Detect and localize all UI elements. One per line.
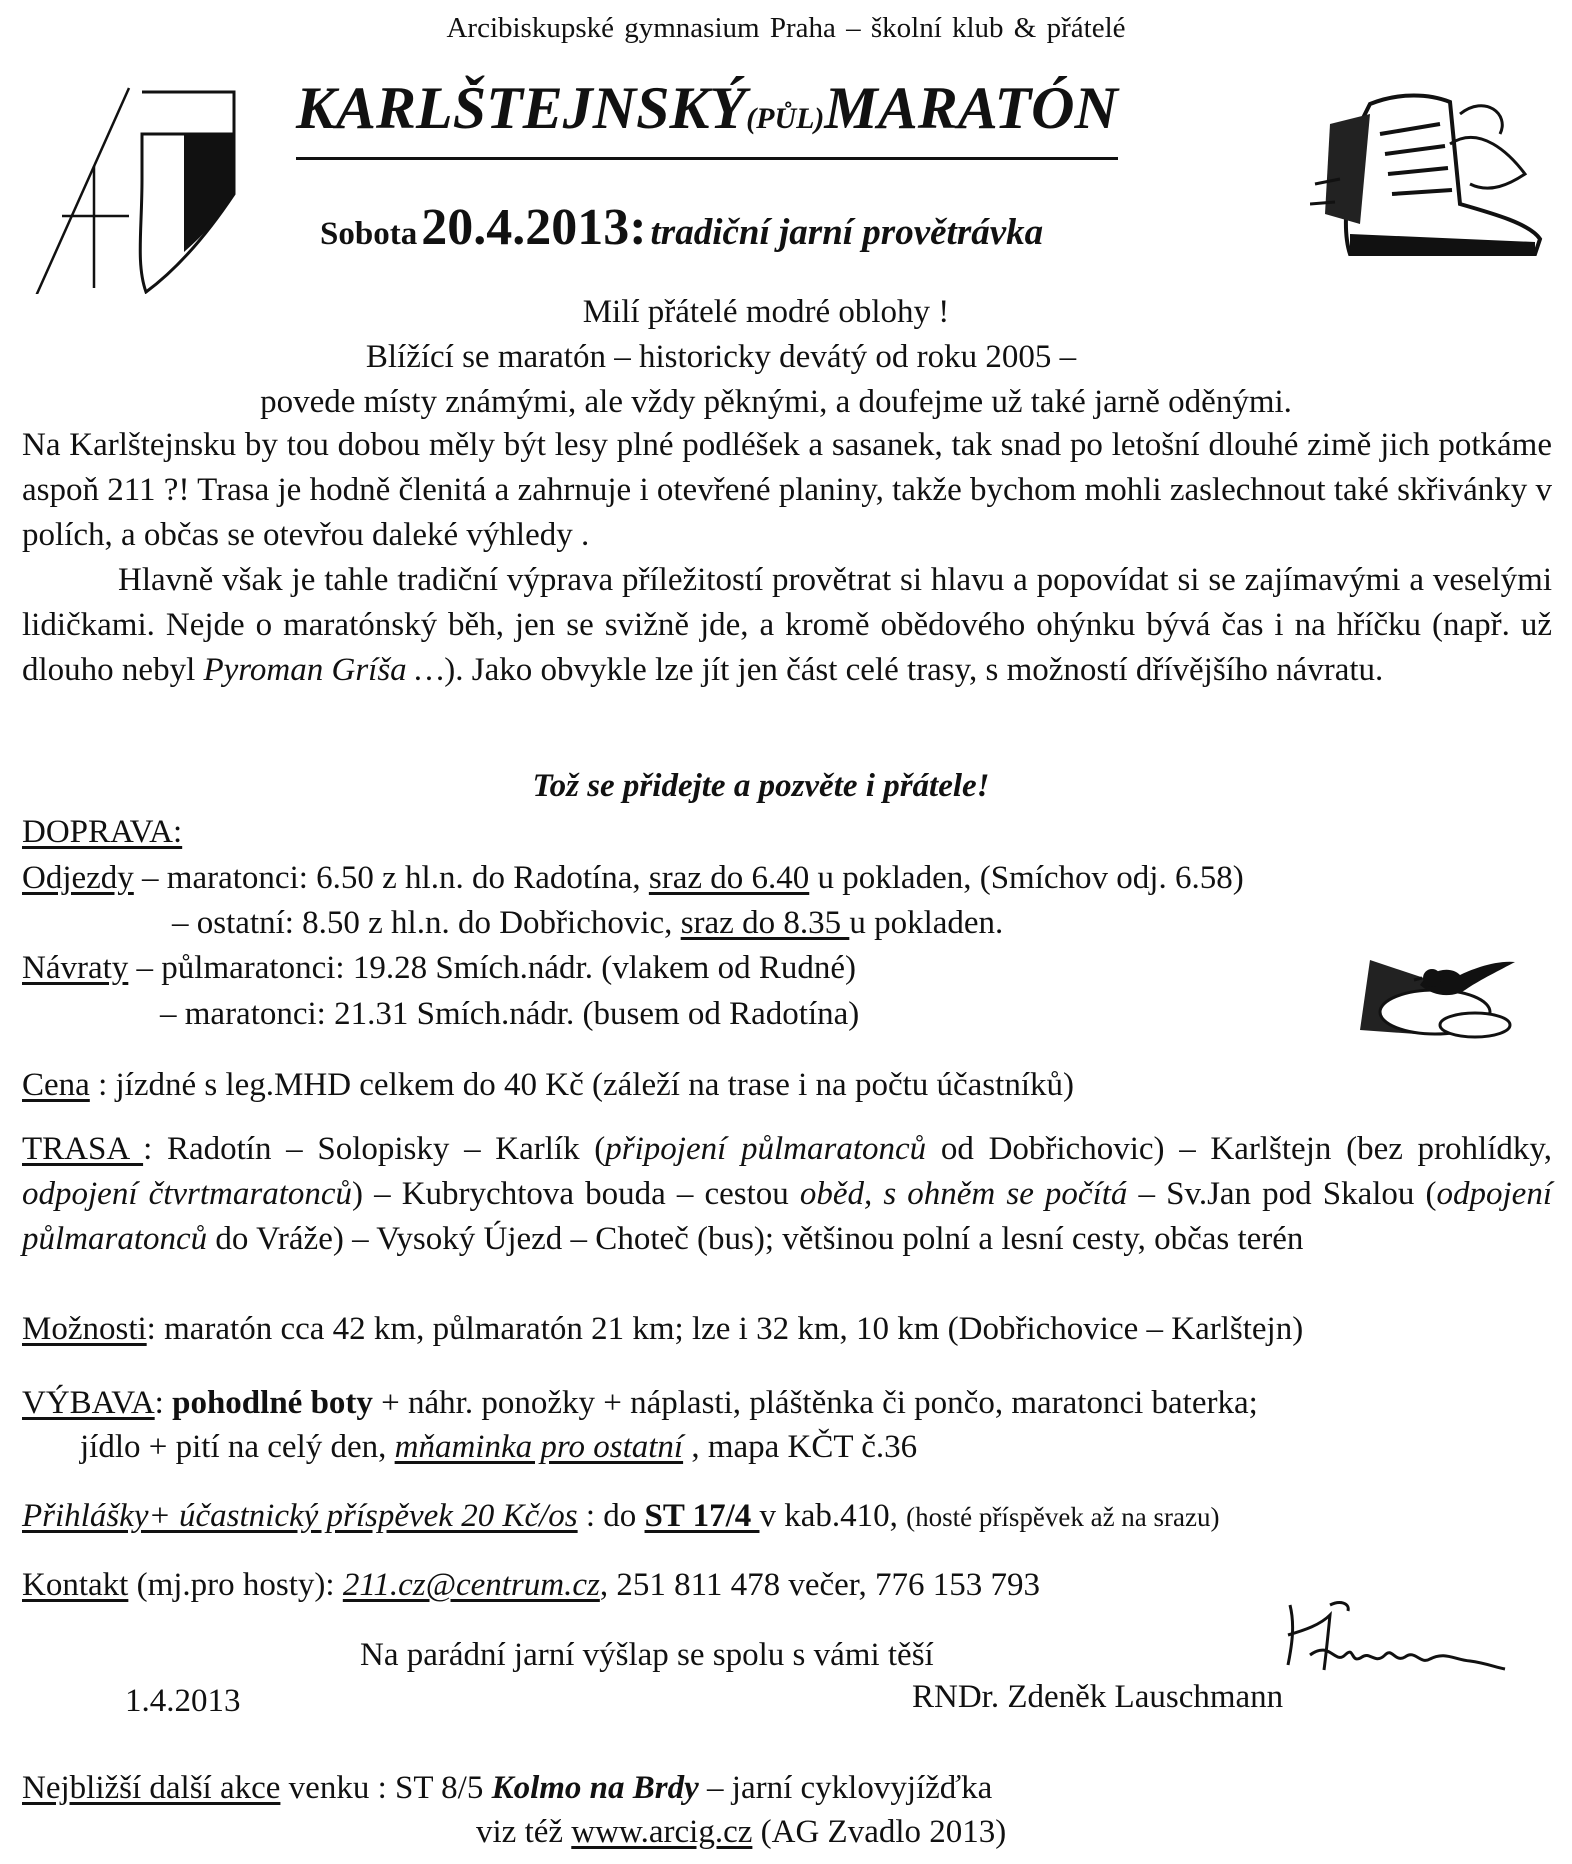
gear-text-2b: , mapa KČT č.36 <box>683 1429 918 1465</box>
returns-label: Návraty <box>22 950 129 986</box>
departure-row-1 <box>22 856 1244 900</box>
ret1-text: – půlmaratonci: 19.28 Smích.nádr. (vlakem od Rudné) <box>128 950 856 986</box>
handwritten-signature <box>1270 1585 1510 1695</box>
dep1-text-a: – maratonci: 6.50 z hl.n. do Radotína, <box>133 860 649 896</box>
intro-paragraph-1: Na Karlštejnsku by tou dobou měly být lesy plné podléšek a sasanek, tak snad po letošní dlouhé zimě jich potkáme aspoň 211 ?! Trasa je hodně členitá a zahrnuje i otevřené planiny, takže bychom mohli zaslechnout také skřivánky v polích, a občas se otevřou daleké výhledy . <box>22 427 1552 553</box>
dep2-text-b: u pokladen. <box>849 905 1004 941</box>
gear-colon: : <box>154 1385 173 1421</box>
route-i4: odpojení půlmaratonců <box>22 1176 1552 1257</box>
price-text: : jízdné s leg.MHD celkem do 40 Kč (záleží na trase i na počtu účastníků) <box>89 1067 1074 1103</box>
options-row <box>22 1307 1303 1351</box>
see-also-text: viz též <box>476 1814 572 1850</box>
route-label: TRASA <box>22 1131 144 1167</box>
date-subtitle: tradiční jarní provětrávka <box>650 212 1044 253</box>
dep1-meeting-time: sraz do 6.40 <box>648 860 810 896</box>
options-text: : maratón cca 42 km, půlmaratón 21 km; lze i 32 km, 10 km (Dobřichovice – Karlštejn) <box>146 1311 1304 1347</box>
hiking-boot-icon <box>1310 84 1550 264</box>
closing-date: 1.4.2013 <box>125 1683 241 1719</box>
route-t4: – Sv.Jan pod Skalou ( <box>1127 1176 1437 1212</box>
return-row-2: – maratonci: 21.31 Smích.nádr. (busem od Radotína) <box>160 996 860 1032</box>
gear-snack-note: mňaminka pro ostatní <box>394 1429 684 1465</box>
route-t3: ) – Kubrychtova bouda – cestou <box>352 1176 800 1212</box>
organizer-line: Arcibiskupské gymnasium Praha – školní klub & přátelé <box>446 12 1126 44</box>
gear-text-1: + náhr. ponožky + náplasti, pláštěnka či pončo, maratonci baterka; <box>372 1385 1258 1421</box>
route-i3: oběd, s ohněm se počítá <box>799 1176 1128 1212</box>
date-prefix: Sobota <box>320 216 418 252</box>
registration-t1: : do <box>577 1498 645 1534</box>
route-i1: připojení půlmaratonců <box>605 1131 927 1167</box>
title-part-b: MARATÓN <box>824 75 1118 141</box>
registration-deadline: ST 17/4 <box>644 1498 760 1534</box>
title-part-a: KARLŠTEJNSKÝ <box>296 75 747 141</box>
departure-row-2 <box>172 901 1003 945</box>
gear-row-2 <box>80 1425 917 1469</box>
contact-row <box>22 1563 1040 1607</box>
intro-line-2: Blížící se maratón – historicky devátý od roku 2005 – <box>365 339 1077 375</box>
para2-text-b: ). Jako obvykle lze jít jen část celé trasy, s možností dřívějšího návratu. <box>444 652 1384 688</box>
intro-line-3: povede místy známými, ale vždy pěknými, a doufejme už také jarně oděnými. <box>260 384 1292 420</box>
ag-logo <box>24 74 244 294</box>
contact-t1: (mj.pro hosty): <box>128 1567 343 1603</box>
dep1-text-b: u pokladen, (Smíchov odj. 6.58) <box>809 860 1244 896</box>
dep2-meeting-time: sraz do 8.35 <box>680 905 850 941</box>
price-row <box>22 1063 1074 1107</box>
see-also-row <box>476 1810 1006 1854</box>
greeting: Milí přátelé modré oblohy ! <box>582 294 950 330</box>
registration-label: Přihlášky+ účastnický příspěvek 20 Kč/os <box>22 1498 578 1534</box>
route-t2: od Dobřichovic) – Karlštejn (bez prohlídky, <box>926 1131 1552 1167</box>
para2-game-name: Pyroman Gríša … <box>203 652 445 688</box>
intro-paragraph-2 <box>22 558 1552 693</box>
date-colon: : <box>629 199 647 256</box>
gear-row-1 <box>22 1381 1258 1425</box>
transport-heading: DOPRAVA: <box>22 814 183 850</box>
gear-bold-shoes: pohodlné boty <box>172 1385 373 1421</box>
registration-row <box>22 1494 1220 1539</box>
contact-email-link[interactable]: 211.cz@centrum.cz <box>342 1567 600 1603</box>
event-date: 20.4.2013 <box>421 199 630 256</box>
closing-text: Na parádní jarní výšlap se spolu s vámi těší <box>360 1637 934 1673</box>
para2-text-a: Hlavně však je tahle tradiční výprava příležitostí provětrat si hlavu a popovídat si se zajímavými a veselými lidičkami. Nejde o maratónský běh, jen se svižně jde, a kromě obědového ohýnku bývá čas i na hříčku (např. už dlouho nebyl <box>22 562 1552 688</box>
date-line <box>320 198 1043 270</box>
gear-label: VÝBAVA <box>22 1385 155 1421</box>
contact-label: Kontakt <box>22 1567 129 1603</box>
route-t1: : Radotín – Solopisky – Karlík ( <box>143 1131 606 1167</box>
next-event-t2: – jarní cyklovyjížďka <box>698 1770 993 1806</box>
see-also-t3: (AG Zvadlo 2013) <box>752 1814 1007 1850</box>
signer-name: RNDr. Zdeněk Lauschmann <box>912 1679 1284 1715</box>
route-i2: odpojení čtvrtmaratonců <box>22 1176 353 1212</box>
next-event-t1: venku : ST 8/5 <box>280 1770 492 1806</box>
call-to-action: Tož se přidejte a pozvěte i přátele! <box>532 768 990 804</box>
registration-t2: v kab.410, <box>759 1498 907 1534</box>
contact-t2: , 251 811 478 večer, 776 153 793 <box>599 1567 1040 1603</box>
dep2-text-a: – ostatní: 8.50 z hl.n. do Dobřichovic, <box>172 905 681 941</box>
next-event-name: Kolmo na Brdy <box>491 1770 699 1806</box>
registration-note: (hosté příspěvek až na srazu) <box>906 1502 1220 1532</box>
departures-label: Odjezdy <box>22 860 134 896</box>
price-label: Cena <box>22 1067 90 1103</box>
next-event-label: Nejbližší další akce <box>22 1770 281 1806</box>
route-paragraph <box>22 1127 1552 1262</box>
title-half-mark: (PŮL) <box>746 102 825 135</box>
website-link[interactable]: www.arcig.cz <box>571 1814 753 1850</box>
event-title <box>296 72 1118 160</box>
gear-text-2a: jídlo + pití na celý den, <box>80 1429 395 1465</box>
route-t5: do Vráže) – Vysoký Újezd – Choteč (bus); většinou polní a lesní cesty, občas terén <box>207 1221 1304 1257</box>
next-event-row <box>22 1766 992 1810</box>
bird-on-stone-icon <box>1360 940 1520 1040</box>
options-label: Možnosti <box>22 1311 147 1347</box>
return-row-1 <box>22 946 856 990</box>
